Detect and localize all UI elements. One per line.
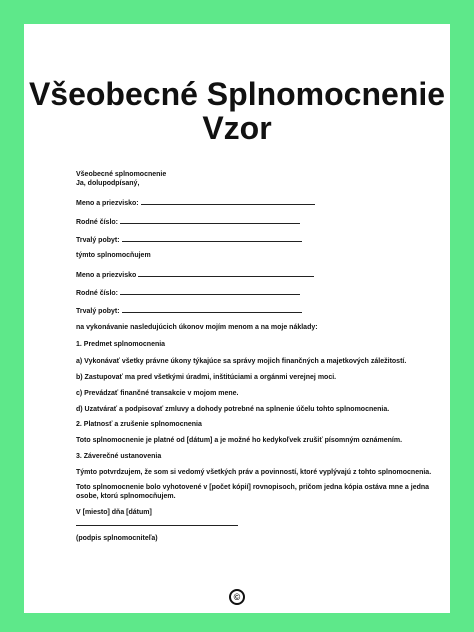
grantor-address-field[interactable]: [122, 234, 302, 242]
place-date-text: V [miesto] dňa [dátum]: [76, 509, 152, 516]
item-d: d) Uzatvárať a podpisovať zmluvy a dohody potrebné na splnenie účelu tohto splnomocnenia.: [76, 406, 390, 413]
section-1-title: 1. Predmet splnomocnenia: [76, 341, 166, 348]
agent-birth-field[interactable]: [120, 287, 300, 295]
grantor-name-field[interactable]: [141, 197, 315, 205]
item-a: a) Vykonávať všetky právne úkony týkajúce sa správy mojich finančných a majetkových záležitostí.: [76, 358, 407, 365]
agent-name-field[interactable]: [138, 269, 314, 277]
agent-name-label: Meno a priezvisko: [76, 272, 137, 279]
validity-text: Toto splnomocnenie je platné od [dátum] a je možné ho kedykoľvek zrušiť písomným oznámením.: [76, 437, 403, 444]
document-heading: Všeobecné splnomocnenie: [76, 171, 167, 178]
agent-address-label: Trvalý pobyt:: [76, 308, 120, 315]
page-title: [24, 77, 450, 145]
document-page: [24, 24, 450, 613]
copyright-icon: ©: [229, 589, 245, 605]
grantor-name-row: [76, 197, 315, 209]
title-line-1: Všeobecné Splnomocnenie: [28, 76, 446, 112]
authorize-text: týmto splnomocňujem: [76, 252, 151, 259]
agent-name-row: [76, 269, 314, 281]
agent-address-field[interactable]: [122, 305, 302, 313]
grantor-birth-field[interactable]: [120, 216, 300, 224]
purpose-text: na vykonávanie nasledujúcich úkonov mojím menom a na moje náklady:: [76, 324, 318, 331]
grantor-address-row: [76, 234, 302, 246]
signature-line[interactable]: [76, 525, 238, 526]
item-c: c) Prevádzať finančné transakcie v mojom mene.: [76, 390, 239, 397]
grantor-address-label: Trvalý pobyt:: [76, 237, 120, 244]
copies-text-2: osobe, ktorú splnomocňujem.: [76, 493, 176, 500]
confirm-text: Týmto potvrdzujem, že som si vedomý všetkých práv a povinností, ktoré vyplývajú z tohto splnomocnenia.: [76, 469, 432, 476]
copies-text-1: Toto splnomocnenie bolo vyhotovené v [počet kópií] rovnopisoch, pričom jedna kópia ostáva mne a jedna: [76, 484, 430, 491]
agent-birth-row: [76, 287, 300, 299]
grantor-name-label: Meno a priezvisko:: [76, 200, 139, 207]
grantor-birth-label: Rodné číslo:: [76, 219, 119, 226]
signature-label: (podpis splnomocniteľa): [76, 535, 158, 542]
agent-address-row: [76, 305, 302, 317]
intro-text: Ja, dolupodpísaný,: [76, 180, 140, 187]
item-b: b) Zastupovať ma pred všetkými úradmi, inštitúciami a orgánmi verejnej moci.: [76, 374, 337, 381]
title-line-2: Vzor: [202, 110, 272, 146]
section-2-title: 2. Platnosť a zrušenie splnomocnenia: [76, 421, 202, 428]
agent-birth-label: Rodné číslo:: [76, 290, 119, 297]
grantor-birth-row: [76, 216, 300, 228]
section-3-title: 3. Záverečné ustanovenia: [76, 453, 162, 460]
